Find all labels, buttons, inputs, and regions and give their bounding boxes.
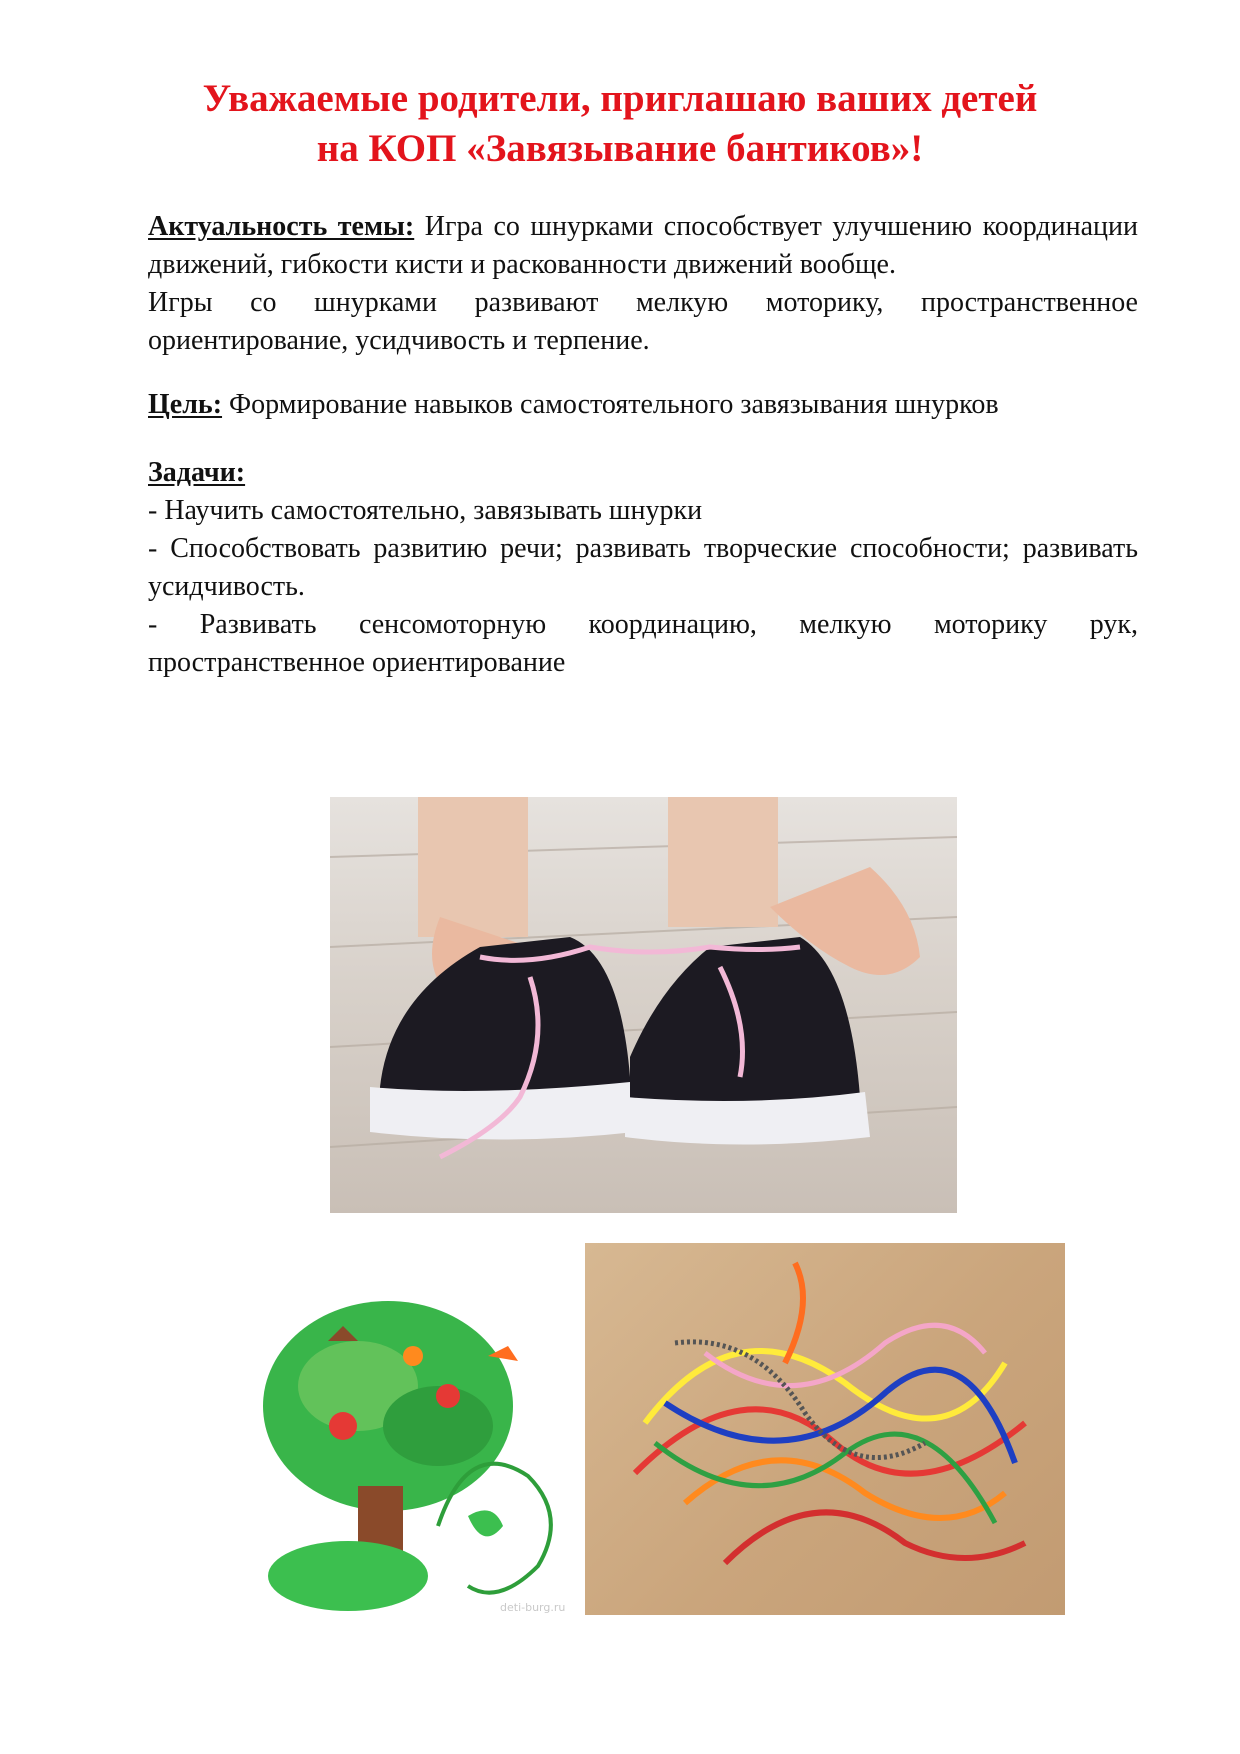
relevance-text-2: Игры со шнурками развивают мелкую моторику, пространственное ориентирование, усидчивость и терпение. [148,287,1138,356]
shoelaces-illustration [585,1243,1065,1615]
body-text [148,208,1138,682]
relevance-heading: Актуальность темы: [148,211,415,242]
page-title [0,74,1240,174]
goal-paragraph [148,386,1138,424]
shoelaces-photo [585,1243,1065,1615]
relevance-text-1: Игра со шнурками способствует улучшению координации движений, гибкости кисти и раскованности движений вообще. [148,211,1138,280]
shoe-lacing-illustration [330,797,957,1213]
task-item-2: - Способствовать развитию речи; развивать творческие способности; развивать усидчивость. [148,533,1138,602]
lacing-tree-toy-photo [238,1286,588,1616]
task-item-3: - Развивать сенсомоторную координацию, мелкую моторику рук, пространственное ориентирование [148,609,1138,678]
goal-heading: Цель: [148,389,223,420]
title-line-2: на КОП «Завязывание бантиков»! [316,127,924,170]
shoe-lacing-photo [330,797,957,1213]
task-item-1: - Научить самостоятельно, завязывать шнурки [148,495,703,526]
relevance-paragraph [148,208,1138,284]
title-line-1: Уважаемые родители, приглашаю ваших детей [202,77,1038,120]
goal-text: Формирование навыков самостоятельного завязывания шнурков [222,389,999,420]
lacing-tree-illustration [238,1286,588,1616]
tree-watermark: deti-burg.ru [500,1601,566,1614]
tasks-heading: Задачи: [148,457,246,488]
